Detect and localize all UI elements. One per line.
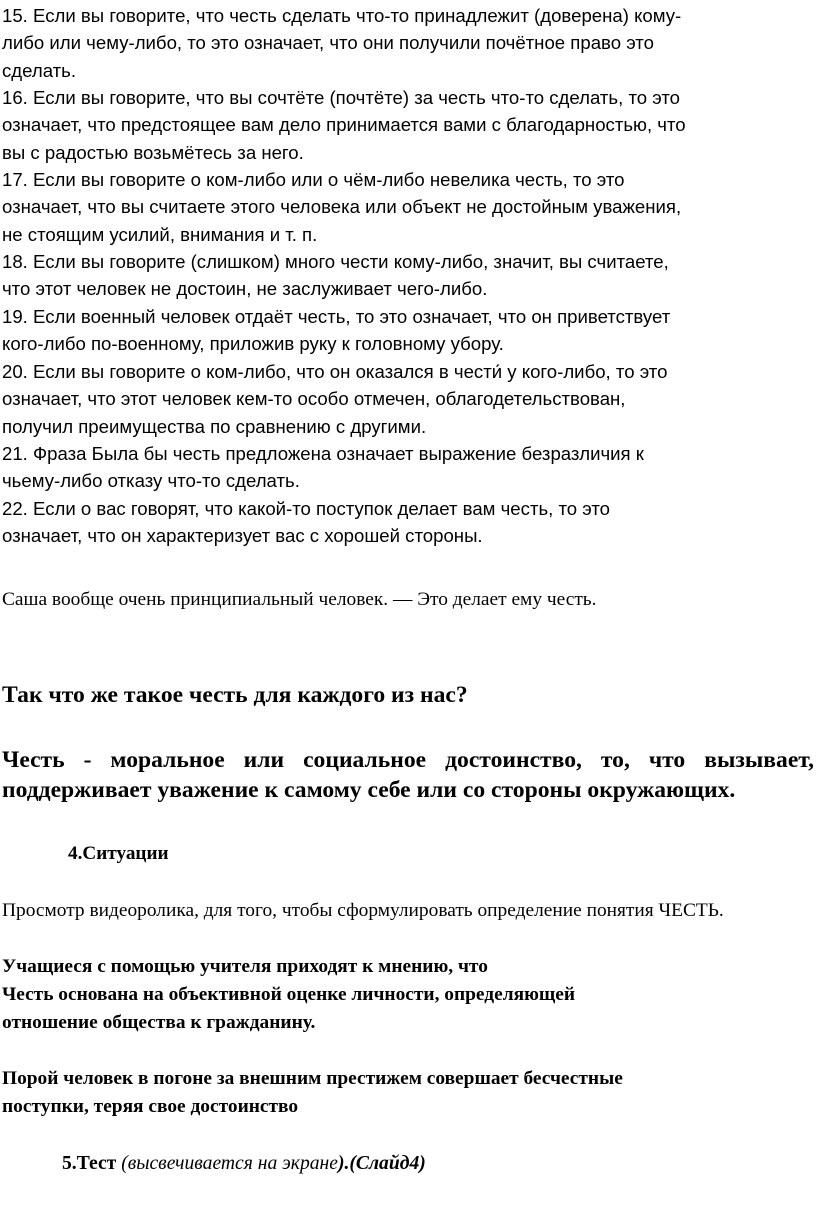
section-4-title: 4.Ситуации: [68, 843, 169, 864]
definition-16: 16. Если вы говорите, что вы сочтёте (почтёте) за честь что-то сделать, то это означает, что предстоящее вам дело принимается вами с благодарностью, что вы с радостью возьмётесь за него.: [2, 87, 686, 163]
prestige-note: Порой человек в погоне за внешним престижем совершает бесчестные поступки, теряя свое достоинство: [2, 1068, 623, 1117]
question-heading: Так что же такое честь для каждого из нас?: [2, 682, 468, 708]
example-sentence: Саша вообще очень принципиальный человек. — Это делает ему честь.: [2, 589, 597, 610]
definition-15: 15. Если вы говорите, что честь сделать что-то принадлежит (доверена) кому- либо или чему-либо, то это означает, что они получили почётное право это сделать.: [2, 5, 682, 81]
definition-19: 19. Если военный человек отдаёт честь, то это означает, что он приветствует кого-либо по-военному, приложив руку к головному убору.: [2, 306, 671, 355]
section-5-test: [62, 1150, 802, 1178]
definition-22: 22. Если о вас говорят, что какой-то поступок делает вам честь, то это означает, что он характеризует вас с хорошей стороны.: [2, 498, 611, 547]
honor-definition-heading: Честь - моральное или социальное достоинство, то, что вызывает, поддерживает уважение к самому себе или со стороны окружающих.: [2, 747, 814, 803]
video-description: Просмотр видеоролика, для того, чтобы сформулировать определение понятия ЧЕСТЬ.: [2, 900, 724, 921]
definition-17: 17. Если вы говорите о ком-либо или о чём-либо невелика честь, то это означает, что вы считаете этого человека или объект не достойным уважения, не стоящим усилий, внимания и т. п.: [2, 169, 682, 245]
test-label: 5.Тест: [62, 1153, 117, 1174]
test-slide: ).(Слайд4): [337, 1153, 426, 1174]
definition-21: 21. Фраза Была бы честь предложена означает выражение безразличия к чьему-либо отказу что-то сделать.: [2, 443, 644, 492]
test-note: (высвечивается на экране: [121, 1153, 338, 1174]
definition-18: 18. Если вы говорите (слишком) много чести кому-либо, значит, вы считаете, что этот человек не достоин, не заслуживает чего-либо.: [2, 251, 669, 300]
students-conclusion: Учащиеся с помощью учителя приходят к мнению, что Честь основана на объективной оценке личности, определяющей отношение общества к гражданину.: [2, 956, 576, 1033]
definition-20: 20. Если вы говорите о ком-либо, что он оказался в чести́ у кого-либо, то это означает, что этот человек кем-то особо отмечен, облагодетельствован, получил преимущества по сравнению с другими.: [2, 361, 668, 437]
